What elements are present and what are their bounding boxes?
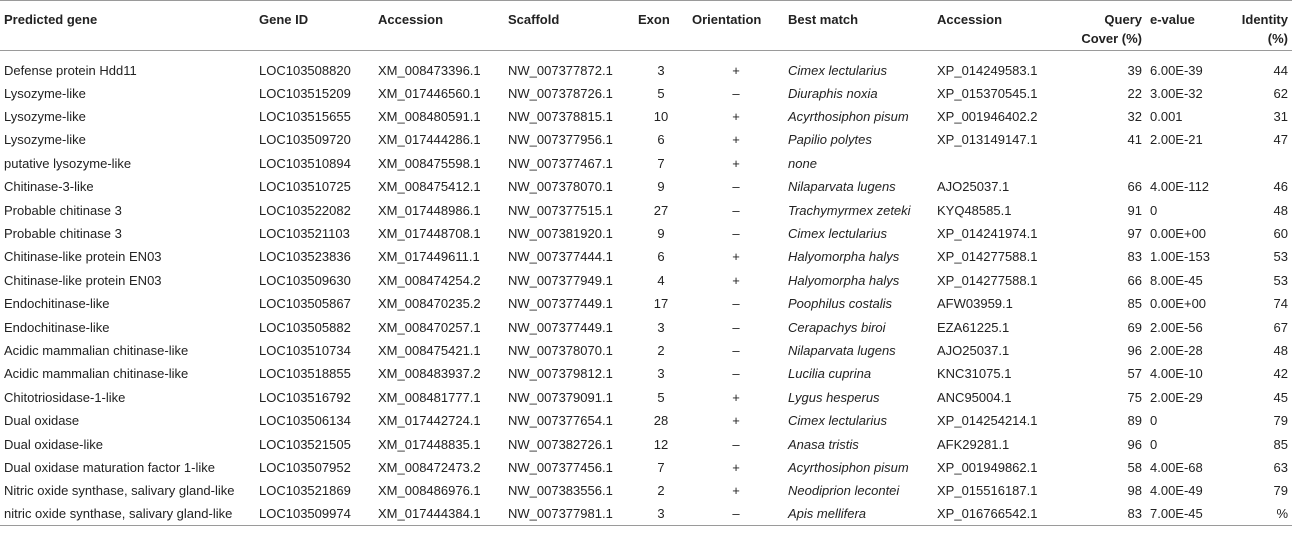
cell-evalue <box>1146 151 1217 174</box>
cell-scaffold: NW_007383556.1 <box>508 483 613 499</box>
cell-gene-id: LOC103510894 <box>259 155 351 171</box>
cell-scaffold: NW_007377449.1 <box>508 296 613 312</box>
cell-predicted-gene: Lysozyme-like <box>4 132 86 148</box>
cell-exon: 28 <box>653 413 669 429</box>
cell-predicted-gene: nitric oxide synthase, salivary gland-like <box>0 502 255 525</box>
cell-gene-id: LOC103523836 <box>259 249 351 265</box>
cell-orientation: – <box>732 319 740 335</box>
cell-best-match: Halyomorpha halys <box>788 272 900 288</box>
cell-accession: XM_008470235.2 <box>378 296 481 312</box>
cell-match-accession: XP_014249583.1 <box>937 63 1038 78</box>
cell-best-match: Apis mellifera <box>784 502 933 525</box>
cell-accession: XM_017448835.1 <box>378 436 481 452</box>
cell-best-match: Cerapachys biroi <box>788 319 886 335</box>
cell-match-accession: AJO25037.1 <box>937 179 1010 195</box>
header-query-cover-line1: Query <box>1104 12 1142 27</box>
cell-exon: 2 <box>657 342 665 358</box>
cell-query-cover: 96 <box>1127 342 1142 358</box>
header-identity-line2: (%) <box>1267 31 1288 46</box>
cell-exon: 2 <box>657 483 665 499</box>
cell-exon: 6 <box>657 249 665 265</box>
cell-orientation: – <box>732 342 740 358</box>
cell-gene-id: LOC103508820 <box>259 63 351 78</box>
cell-gene-id: LOC103506134 <box>259 413 351 429</box>
cell-match-accession: XP_001949862.1 <box>937 459 1038 475</box>
header-accession: Accession <box>374 1 504 51</box>
cell-exon: 5 <box>657 85 665 101</box>
cell-scaffold: NW_007379812.1 <box>508 366 613 382</box>
header-orientation: Orientation <box>688 1 784 51</box>
table-row <box>0 151 1292 174</box>
cell-match-accession: KNC31075.1 <box>937 366 1012 382</box>
cell-identity: 42 <box>1273 366 1288 382</box>
cell-gene-id: LOC103505867 <box>259 296 351 312</box>
cell-predicted-gene: Chitinase-3-like <box>4 179 94 195</box>
table-row <box>0 175 1292 198</box>
cell-identity: 63 <box>1273 459 1288 475</box>
table-row <box>0 51 1292 82</box>
cell-query-cover: 85 <box>1127 296 1142 312</box>
cell-predicted-gene: Lysozyme-like <box>4 85 86 101</box>
cell-best-match: Acyrthosiphon pisum <box>788 109 909 125</box>
cell-match-accession: KYQ48585.1 <box>937 202 1012 218</box>
table-row <box>0 221 1292 244</box>
table-row <box>0 245 1292 268</box>
cell-evalue: 0 <box>1150 413 1158 429</box>
cell-exon: 7 <box>657 155 665 171</box>
cell-predicted-gene: Dual oxidase maturation factor 1-like <box>4 459 215 475</box>
cell-identity: 79 <box>1273 413 1288 429</box>
cell-exon: 3 <box>657 319 665 335</box>
cell-best-match: Papilio polytes <box>788 132 872 148</box>
cell-gene-id: LOC103509630 <box>259 272 351 288</box>
cell-query-cover: 97 <box>1127 226 1142 242</box>
cell-best-match: Nilaparvata lugens <box>788 179 896 195</box>
cell-identity: 74 <box>1273 296 1288 312</box>
cell-best-match: none <box>788 155 817 171</box>
cell-exon: 9 <box>657 226 665 242</box>
cell-scaffold: NW_007377449.1 <box>508 319 613 335</box>
cell-accession: XM_008472473.2 <box>378 459 481 475</box>
cell-evalue: 7.00E-45 <box>1146 502 1217 525</box>
cell-identity: 46 <box>1273 179 1288 195</box>
cell-identity: 44 <box>1273 63 1288 78</box>
cell-exon: 27 <box>653 202 669 218</box>
cell-evalue: 4.00E-68 <box>1150 459 1203 475</box>
cell-accession: XM_017446560.1 <box>378 85 481 101</box>
cell-match-accession: XP_001946402.2 <box>937 109 1038 125</box>
cell-match-accession: ANC95004.1 <box>937 389 1012 405</box>
cell-scaffold: NW_007377872.1 <box>508 63 613 78</box>
cell-best-match: Halyomorpha halys <box>788 249 900 265</box>
cell-exon: 7 <box>657 459 665 475</box>
cell-query-cover: 89 <box>1127 413 1142 429</box>
cell-orientation: + <box>732 249 740 265</box>
cell-evalue: 2.00E-56 <box>1150 319 1203 335</box>
header-exon: Exon <box>634 1 688 51</box>
cell-scaffold: NW_007377515.1 <box>508 202 613 218</box>
cell-evalue: 8.00E-45 <box>1150 272 1203 288</box>
cell-scaffold: NW_007382726.1 <box>508 436 613 452</box>
cell-predicted-gene: Probable chitinase 3 <box>4 226 122 242</box>
cell-scaffold: NW_007377444.1 <box>508 249 613 265</box>
cell-exon: 6 <box>657 132 665 148</box>
cell-scaffold: NW_007377654.1 <box>508 413 613 429</box>
cell-query-cover: 22 <box>1127 85 1142 101</box>
cell-predicted-gene: Chitotriosidase-1-like <box>4 389 126 405</box>
cell-gene-id: LOC103515209 <box>259 85 351 101</box>
cell-accession: XM_008480591.1 <box>378 109 481 125</box>
cell-exon: 9 <box>657 179 665 195</box>
cell-query-cover: 91 <box>1127 202 1142 218</box>
cell-accession: XM_008470257.1 <box>378 319 481 335</box>
cell-orientation: – <box>732 296 740 312</box>
cell-match-accession: XP_016766542.1 <box>933 502 1063 525</box>
cell-query-cover <box>1063 151 1146 174</box>
cell-orientation: + <box>732 155 740 171</box>
cell-evalue: 3.00E-32 <box>1150 85 1203 101</box>
cell-identity: 79 <box>1273 483 1288 499</box>
cell-orientation: – <box>732 366 740 382</box>
table-row <box>0 385 1292 408</box>
cell-predicted-gene: Endochitinase-like <box>4 319 110 335</box>
cell-match-accession <box>933 151 1063 174</box>
cell-identity: 62 <box>1273 85 1288 101</box>
cell-evalue: 4.00E-10 <box>1150 366 1203 382</box>
cell-exon: 5 <box>657 389 665 405</box>
cell-orientation: + <box>732 413 740 429</box>
cell-gene-id: LOC103518855 <box>259 366 351 382</box>
cell-match-accession: XP_014277588.1 <box>937 249 1038 265</box>
cell-identity: 85 <box>1273 436 1288 452</box>
table-row <box>0 198 1292 221</box>
cell-predicted-gene: Lysozyme-like <box>4 109 86 125</box>
cell-best-match: Lygus hesperus <box>788 389 880 405</box>
cell-identity: 67 <box>1273 319 1288 335</box>
cell-exon: 12 <box>653 436 669 452</box>
cell-match-accession: AFW03959.1 <box>937 296 1013 312</box>
cell-best-match: Anasa tristis <box>788 436 859 452</box>
cell-accession: XM_017442724.1 <box>378 413 481 429</box>
table-row <box>0 104 1292 127</box>
table-row <box>0 455 1292 478</box>
cell-predicted-gene: putative lysozyme-like <box>4 155 132 171</box>
cell-gene-id: LOC103507952 <box>259 459 351 475</box>
cell-evalue: 2.00E-29 <box>1150 389 1203 405</box>
cell-evalue: 6.00E-39 <box>1150 63 1203 78</box>
cell-identity: % <box>1217 502 1292 525</box>
cell-identity: 53 <box>1273 249 1288 265</box>
cell-best-match: Lucilia cuprina <box>788 366 872 382</box>
table-row <box>0 292 1292 315</box>
cell-evalue: 2.00E-21 <box>1150 132 1203 148</box>
cell-best-match: Diuraphis noxia <box>788 85 878 101</box>
cell-gene-id: LOC103522082 <box>259 202 351 218</box>
cell-accession: XM_017444286.1 <box>378 132 481 148</box>
cell-accession: XM_008475412.1 <box>378 179 481 195</box>
table-row <box>0 128 1292 151</box>
header-query-cover <box>1063 1 1146 51</box>
cell-gene-id: LOC103521869 <box>259 483 351 499</box>
cell-gene-id: LOC103516792 <box>259 389 351 405</box>
cell-predicted-gene: Probable chitinase 3 <box>4 202 122 218</box>
cell-exon: 10 <box>653 109 669 125</box>
table-row <box>0 408 1292 431</box>
cell-best-match: Cimex lectularius <box>788 413 887 429</box>
header-row <box>0 1 1292 51</box>
cell-evalue: 0 <box>1150 202 1158 218</box>
cell-match-accession: XP_014241974.1 <box>937 226 1038 242</box>
cell-scaffold: NW_007377949.1 <box>508 272 613 288</box>
cell-identity: 45 <box>1273 389 1288 405</box>
cell-identity: 31 <box>1273 109 1288 125</box>
cell-gene-id: LOC103505882 <box>259 319 351 335</box>
cell-orientation: + <box>732 272 740 288</box>
cell-identity: 48 <box>1273 342 1288 358</box>
cell-best-match: Acyrthosiphon pisum <box>788 459 909 475</box>
cell-query-cover: 39 <box>1127 63 1142 78</box>
table-row <box>0 315 1292 338</box>
cell-scaffold: NW_007377981.1 <box>504 502 634 525</box>
cell-predicted-gene: Dual oxidase <box>4 413 80 429</box>
cell-query-cover: 66 <box>1127 272 1142 288</box>
cell-match-accession: EZA61225.1 <box>937 319 1010 335</box>
cell-match-accession: XP_014277588.1 <box>937 272 1038 288</box>
cell-query-cover: 57 <box>1127 366 1142 382</box>
cell-orientation: + <box>732 132 740 148</box>
cell-scaffold: NW_007378726.1 <box>508 85 613 101</box>
cell-match-accession: AJO25037.1 <box>937 342 1010 358</box>
cell-identity: 48 <box>1273 202 1288 218</box>
cell-identity: 53 <box>1273 272 1288 288</box>
table-row <box>0 81 1292 104</box>
cell-best-match: Cimex lectularius <box>788 226 887 242</box>
table-body <box>0 51 1292 526</box>
cell-accession: XM_008475598.1 <box>378 155 481 171</box>
cell-query-cover: 32 <box>1127 109 1142 125</box>
cell-orientation: + <box>732 459 740 475</box>
cell-predicted-gene: Endochitinase-like <box>4 296 110 312</box>
cell-accession: XM_017448986.1 <box>378 202 481 218</box>
header-gene-id: Gene ID <box>255 1 374 51</box>
cell-predicted-gene: Chitinase-like protein EN03 <box>4 249 162 265</box>
cell-best-match: Neodiprion lecontei <box>788 483 900 499</box>
cell-evalue: 1.00E-153 <box>1150 249 1210 265</box>
cell-orientation: – <box>732 436 740 452</box>
cell-gene-id: LOC103509974 <box>255 502 374 525</box>
cell-query-cover: 75 <box>1127 389 1142 405</box>
cell-predicted-gene: Acidic mammalian chitinase-like <box>4 342 189 358</box>
cell-orientation: – <box>732 85 740 101</box>
cell-orientation: + <box>732 389 740 405</box>
cell-evalue: 4.00E-49 <box>1150 483 1203 499</box>
cell-scaffold: NW_007381920.1 <box>508 226 613 242</box>
cell-accession: XM_008473396.1 <box>378 63 481 78</box>
cell-evalue: 0.001 <box>1150 109 1183 125</box>
header-best-match: Best match <box>784 1 933 51</box>
cell-exon: 4 <box>657 272 665 288</box>
cell-best-match: Trachymyrmex zeteki <box>788 202 911 218</box>
cell-query-cover: 96 <box>1127 436 1142 452</box>
cell-gene-id: LOC103510725 <box>259 179 351 195</box>
table-row <box>0 338 1292 361</box>
cell-exon: 3 <box>657 366 665 382</box>
cell-query-cover: 66 <box>1127 179 1142 195</box>
cell-match-accession: XP_015516187.1 <box>937 483 1038 499</box>
cell-best-match: Cimex lectularius <box>788 63 887 78</box>
cell-exon: 3 <box>634 502 688 525</box>
cell-exon: 17 <box>653 296 669 312</box>
cell-evalue: 0.00E+00 <box>1150 296 1207 312</box>
cell-scaffold: NW_007378815.1 <box>508 109 613 125</box>
cell-query-cover: 98 <box>1127 483 1142 499</box>
cell-identity: 47 <box>1273 132 1288 148</box>
cell-accession: XM_008483937.2 <box>378 366 481 382</box>
cell-accession: XM_017449611.1 <box>378 249 480 265</box>
cell-predicted-gene: Nitric oxide synthase, salivary gland-like <box>4 483 235 499</box>
cell-query-cover: 83 <box>1127 249 1142 265</box>
header-query-cover-line2: Cover (%) <box>1081 31 1142 46</box>
cell-orientation: + <box>732 63 740 78</box>
cell-orientation: – <box>688 502 784 525</box>
cell-evalue: 2.00E-28 <box>1150 342 1203 358</box>
cell-predicted-gene: Chitinase-like protein EN03 <box>4 272 162 288</box>
cell-orientation: – <box>732 179 740 195</box>
cell-predicted-gene: Acidic mammalian chitinase-like <box>4 366 189 382</box>
cell-gene-id: LOC103521103 <box>259 226 350 242</box>
cell-exon: 3 <box>657 63 665 78</box>
cell-scaffold: NW_007379091.1 <box>508 389 613 405</box>
header-match-accession: Accession <box>933 1 1063 51</box>
cell-query-cover: 69 <box>1127 319 1142 335</box>
cell-best-match: Nilaparvata lugens <box>788 342 896 358</box>
cell-match-accession: XP_014254214.1 <box>937 413 1038 429</box>
cell-accession: XM_008474254.2 <box>378 272 481 288</box>
table-row <box>0 479 1292 502</box>
cell-orientation: – <box>732 202 740 218</box>
cell-gene-id: LOC103510734 <box>259 342 351 358</box>
cell-evalue: 0.00E+00 <box>1150 226 1207 242</box>
cell-query-cover: 58 <box>1127 459 1142 475</box>
header-identity <box>1217 1 1292 51</box>
cell-scaffold: NW_007378070.1 <box>508 342 613 358</box>
cell-identity <box>1217 151 1292 174</box>
cell-accession: XM_008475421.1 <box>378 342 481 358</box>
cell-match-accession: XP_015370545.1 <box>937 85 1038 101</box>
table-row <box>0 268 1292 291</box>
cell-query-cover: 83 <box>1063 502 1146 525</box>
table-row <box>0 432 1292 455</box>
cell-gene-id: LOC103515655 <box>259 109 351 125</box>
header-identity-line1: Identity <box>1241 12 1288 27</box>
table-row <box>0 502 1292 525</box>
table-row <box>0 362 1292 385</box>
cell-match-accession: XP_013149147.1 <box>937 132 1038 148</box>
cell-scaffold: NW_007377467.1 <box>508 155 613 171</box>
cell-accession: XM_008486976.1 <box>378 483 481 499</box>
cell-evalue: 4.00E-112 <box>1150 179 1210 195</box>
cell-identity: 60 <box>1273 226 1288 242</box>
cell-scaffold: NW_007377456.1 <box>508 459 613 475</box>
cell-scaffold: NW_007378070.1 <box>508 179 613 195</box>
cell-predicted-gene: Defense protein Hdd11 <box>4 63 137 78</box>
cell-orientation: – <box>732 226 740 242</box>
header-predicted-gene: Predicted gene <box>0 1 255 51</box>
cell-query-cover: 41 <box>1127 132 1142 148</box>
cell-scaffold: NW_007377956.1 <box>508 132 613 148</box>
cell-match-accession: AFK29281.1 <box>937 436 1010 452</box>
cell-gene-id: LOC103521505 <box>259 436 351 452</box>
cell-accession: XM_017448708.1 <box>378 226 481 242</box>
header-scaffold: Scaffold <box>504 1 634 51</box>
cell-gene-id: LOC103509720 <box>259 132 351 148</box>
cell-predicted-gene: Dual oxidase-like <box>4 436 103 452</box>
cell-orientation: + <box>732 109 740 125</box>
cell-accession: XM_017444384.1 <box>374 502 504 525</box>
cell-evalue: 0 <box>1150 436 1158 452</box>
cell-accession: XM_008481777.1 <box>378 389 481 405</box>
header-evalue: e-value <box>1146 1 1217 51</box>
cell-best-match: Poophilus costalis <box>788 296 893 312</box>
cell-orientation: + <box>732 483 740 499</box>
